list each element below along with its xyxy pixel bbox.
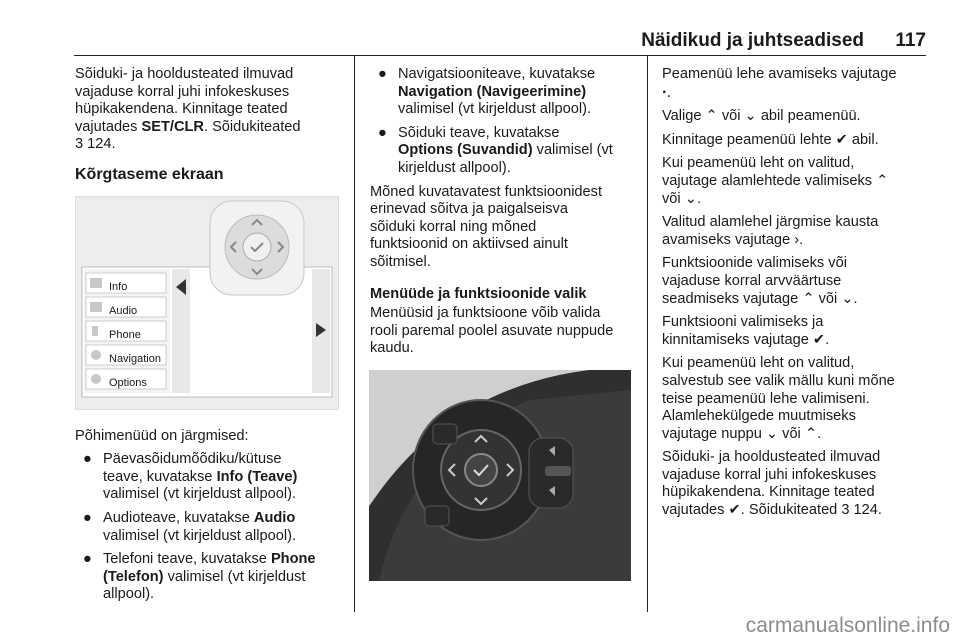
watermark: carmanualsonline.info (745, 614, 950, 637)
text-line: Funktsioonide valimiseks või (662, 255, 847, 272)
text-line: Peamenüü lehe avamiseks vajutage (662, 66, 897, 82)
intro-text: . Sõidukiteated (203, 118, 301, 135)
text-line: salvestub see valik mällu kuni mõne (662, 372, 895, 389)
text-line: erinevad sõitva ja paigalseisva (370, 201, 568, 218)
intro-line (75, 119, 347, 137)
back-button-glyph: ꞏ. (662, 83, 672, 101)
list-item: ● Navigatsiooniteave, kuvatakse Navigation (Navigeerimine) valimisel (vt kirjeldust allpool). (370, 66, 638, 119)
list-item: ● Päevasõidumõõdiku/kütuse teave, kuvatakse Info (Teave) valimisel (vt kirjeldust allpool). (75, 451, 347, 504)
paragraph (662, 449, 932, 519)
text-line: vajaduse korral juhi infokeskuses (662, 466, 877, 483)
display-illustration (75, 196, 339, 410)
intro-line: Sõiduki- ja hooldusteated ilmuvad (75, 66, 294, 82)
text-line: Kui peamenüü leht on valitud, (662, 355, 855, 372)
list-text: valimisel (vt kirjeldust allpool). (398, 101, 592, 118)
text-line: vajutage alamlehtede valimiseks ⌃ (662, 172, 889, 189)
menu-labels (109, 275, 161, 395)
list-text-part: Audioteave, kuvatakse (103, 509, 254, 526)
list-text-bold: Options (Suvandid) (398, 142, 533, 159)
text-line: sõitmisel. (370, 253, 431, 270)
submenu-intro: Põhimenüüd on järgmised: (75, 427, 249, 444)
list-text-bold: Audio (253, 509, 296, 526)
steering-wheel-illustration (369, 370, 631, 581)
list-item: ● Telefoni teave, kuvatakse Phone (Telefon) valimisel (vt kirjeldust allpool). (75, 551, 347, 604)
list-text-part: Telefoni teave, kuvatakse (103, 551, 271, 568)
paragraph (662, 155, 932, 208)
paragraph: Valige ⌃ või ⌄ abil peamenüü. (662, 108, 861, 125)
text-line: vajutades ✔. Sõidukiteated 3 124. (662, 502, 882, 519)
list-text: Sõiduki teave, kuvatakse (398, 124, 560, 141)
column-separator-1 (354, 56, 355, 612)
list-text-part: teave, kuvatakse (103, 468, 217, 485)
list-text (103, 510, 347, 528)
text-line: Kui peamenüü leht on valitud, (662, 155, 855, 172)
paragraph (370, 184, 638, 272)
text-line: teise peamenüü lehe valimiseni. (662, 390, 870, 407)
list-text (103, 469, 347, 487)
paragraph (662, 214, 932, 249)
list-text: valimisel (vt kirjeldust allpool). (103, 486, 297, 503)
section-heading: Kõrgtaseme ekraan (75, 165, 224, 183)
steering-wheel-svg (369, 370, 631, 581)
middle-column (370, 66, 638, 358)
menu-item-navigation[interactable]: Navigation (109, 352, 161, 365)
text-line: hüpikakendena. Kinnitage teated (662, 484, 875, 501)
menu-item-options[interactable]: Options (109, 376, 147, 389)
text-line: vajaduse korral arvväärtuse (662, 272, 842, 289)
menu-item-info[interactable]: Info (109, 280, 128, 293)
text-line: funktsioonid on aktiivsed ainult (370, 236, 568, 253)
list-text (103, 569, 347, 587)
list-text-bold: Phone (270, 551, 316, 568)
list-item: ● Audioteave, kuvatakse Audio valimisel (vt kirjeldust allpool). (75, 510, 347, 545)
paragraph: Kinnitage peamenüü lehte ✔ abil. (662, 131, 879, 148)
section-heading: Menüüde ja funktsioonide valik (370, 285, 587, 302)
list-text: valimisel (vt kirjeldust allpool). (103, 527, 297, 544)
text-line: sõiduki korral ning mõned (370, 218, 537, 235)
text-line: vajutage nuppu ⌄ või ⌃. (662, 425, 822, 442)
text-line: Menüüsid ja funktsioone võib valida (370, 305, 601, 322)
text-line: Valitud alamlehel järgmise kausta (662, 214, 879, 231)
steering-control-pad-icon (210, 201, 304, 295)
list-text-part: valimisel (vt (532, 142, 613, 159)
header-rule (74, 55, 926, 56)
list-text: Päevasõidumõõdiku/kütuse (103, 451, 282, 468)
paragraph (662, 355, 932, 443)
intro-line: vajaduse korral juhi infokeskuses (75, 83, 290, 100)
intro-paragraph (75, 66, 347, 154)
intro-text: vajutades (75, 118, 142, 135)
column-separator-2 (647, 56, 648, 612)
list-text-bold: Info (Teave) (216, 468, 298, 485)
text-line: avamiseks vajutage ›. (662, 231, 804, 248)
paragraph (662, 314, 932, 349)
text-line: Alamlehekülgede muutmiseks (662, 408, 856, 425)
paragraph (370, 305, 638, 358)
left-column (75, 66, 347, 610)
text-line: rooli paremal poolel asuvate nuppude (370, 322, 614, 339)
menu-list-continued (370, 66, 638, 178)
paragraph (662, 66, 932, 102)
page-header (0, 30, 960, 54)
text-line: Mõned kuvatavatest funktsioonidest (370, 183, 603, 200)
right-column (662, 66, 932, 526)
page-number: 117 (895, 30, 926, 51)
page-title: Näidikud ja juhtseadised (641, 30, 864, 51)
list-text: Navigatsiooniteave, kuvatakse (398, 66, 596, 82)
list-text-bold: (Telefon) (103, 568, 164, 585)
text-line: Sõiduki- ja hooldusteated ilmuvad (662, 449, 881, 466)
list-text: kirjeldust allpool). (398, 159, 511, 176)
text-line: kinnitamiseks vajutage ✔. (662, 331, 830, 348)
list-text-part: valimisel (vt kirjeldust (163, 568, 306, 585)
text-line: või ⌄. (662, 190, 701, 207)
intro-line: hüpikakendena. Kinnitage teated (75, 101, 288, 118)
menu-item-audio[interactable]: Audio (109, 304, 138, 317)
set-clr-label: SET/CLR (141, 118, 204, 135)
page-reference-link[interactable]: 3 124. (75, 136, 116, 153)
main-menu-list (75, 451, 347, 604)
text-line: Funktsiooni valimiseks ja (662, 314, 824, 331)
text-line: kaudu. (370, 340, 414, 357)
list-text (103, 551, 347, 569)
paragraph (662, 255, 932, 308)
text-line: seadmiseks vajutage ⌃ või ⌄. (662, 290, 858, 307)
menu-item-phone[interactable]: Phone (109, 328, 141, 341)
list-text-bold: Navigation (Navigeerimine) (398, 83, 587, 100)
list-item: ● Sõiduki teave, kuvatakse Options (Suvandid) valimisel (vt kirjeldust allpool). (370, 125, 638, 178)
list-text: allpool). (103, 586, 155, 603)
